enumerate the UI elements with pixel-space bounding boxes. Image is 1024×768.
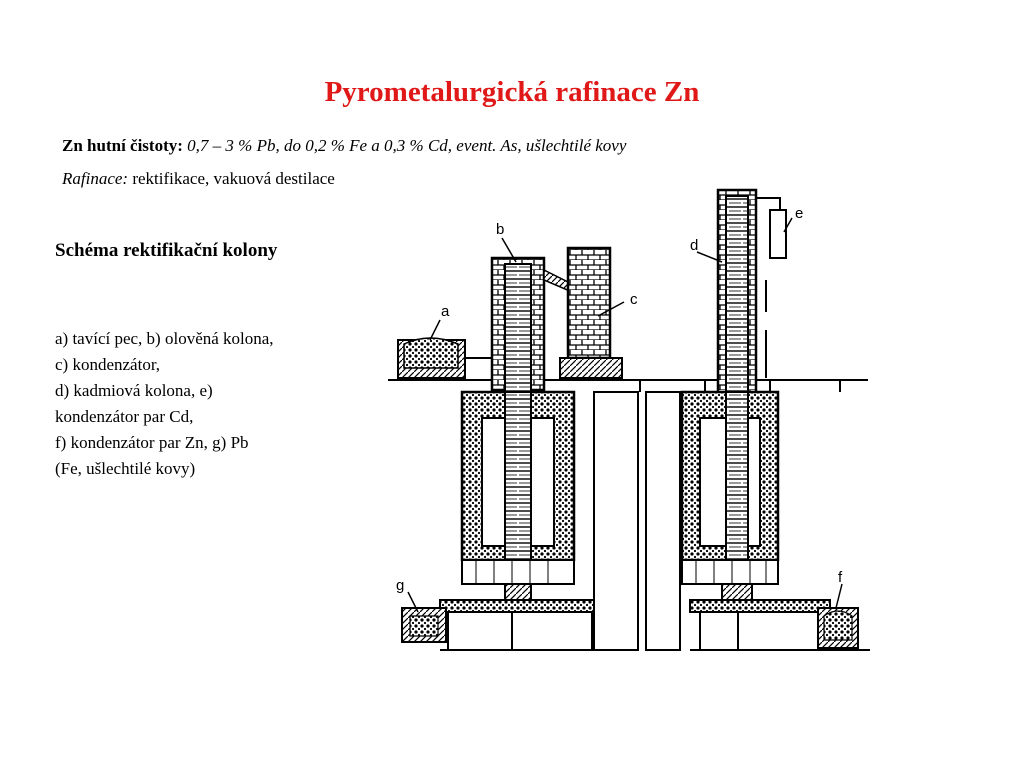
- platform: [388, 380, 868, 392]
- page-title: Pyrometalurgická rafinace Zn: [324, 76, 700, 108]
- lead-column-furnace: [440, 392, 600, 650]
- label-d: d: [690, 237, 699, 254]
- legend-line: kondenzátor par Cd,: [55, 407, 194, 426]
- label-b: b: [496, 221, 505, 238]
- legend-line: (Fe, ušlechtilé kovy): [55, 459, 196, 478]
- legend-line: c) kondenzátor,: [55, 355, 161, 374]
- label-g: g: [396, 577, 405, 594]
- purity-label: Zn hutní čistoty:: [62, 136, 183, 155]
- condenser: [560, 248, 622, 378]
- refining-label: Rafinace:: [62, 169, 129, 188]
- purity-line: [62, 136, 626, 156]
- refining-value: rektifikace, vakuová destilace: [132, 169, 335, 188]
- melting-furnace: [398, 338, 494, 378]
- pb-receiver: [402, 608, 446, 642]
- cd-condenser: [756, 198, 786, 378]
- refining-line: [62, 169, 335, 189]
- zn-condenser: [818, 608, 858, 648]
- label-f: f: [838, 569, 843, 586]
- label-e: e: [795, 205, 804, 222]
- scheme-heading: Schéma rektifikační kolony: [55, 240, 278, 261]
- central-support: [594, 392, 680, 650]
- legend-line: d) kadmiová kolona, e): [55, 381, 213, 400]
- label-c: c: [630, 291, 638, 308]
- purity-value: 0,7 – 3 % Pb, do 0,2 % Fe a 0,3 % Cd, event. As, ušlechtilé kovy: [187, 136, 627, 155]
- label-a: a: [441, 303, 450, 320]
- rectification-column-diagram: [380, 180, 880, 660]
- scheme-legend: [55, 326, 365, 482]
- legend-line: f) kondenzátor par Zn, g) Pb: [55, 433, 249, 452]
- legend-line: a) tavící pec, b) olověná kolona,: [55, 329, 274, 348]
